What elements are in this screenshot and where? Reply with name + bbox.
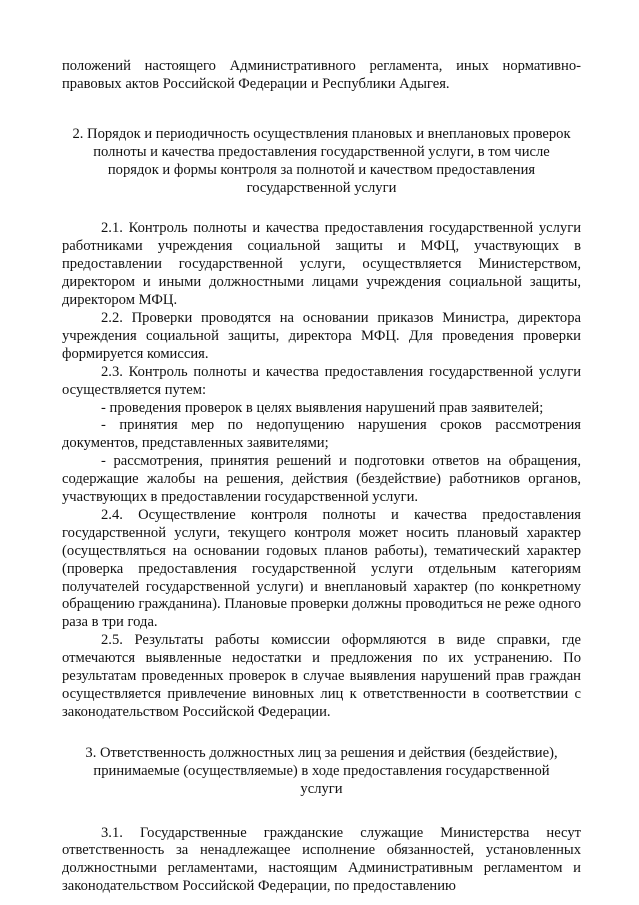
paragraph-2-2: 2.2. Проверки проводятся на основании приказов Министра, директора учреждения социальной защиты, директора МФЦ. Для проведения проверки формируется комиссия. — [62, 309, 581, 362]
paragraph-3-1: 3.1. Государственные гражданские служащие Министерства несут ответственность за ненадлежащее исполнение обязанностей, установленных должностными регламентами, настоящим Административным регламентом и законодательством Российской Федерации, по предоставлению — [62, 824, 581, 895]
paragraph-2-3: 2.3. Контроль полноты и качества предоставления государственной услуги осуществляется путем: — [62, 363, 581, 398]
list-item-checks: - проведения проверок в целях выявления нарушений прав заявителей; — [101, 399, 544, 416]
section-3-heading: 3. Ответственность должностных лиц за решения и действия (бездействие), принимаемые (осуществляемые) в ходе предоставления государственной услуги — [85, 744, 558, 797]
continuation-paragraph: положений настоящего Административного регламента, иных нормативно-правовых актов Российской Федерации и Республики Адыгея. — [62, 58, 581, 92]
document-page — [62, 58, 581, 896]
list-item-deadlines: - принятия мер по недопущению нарушения сроков рассмотрения документов, представленных заявителями; — [62, 417, 581, 452]
paragraph-2-4: 2.4. Осуществление контроля полноты и качества предоставления государственной услуги, текущего контроля может носить плановый характер (осуществляться на основании годовых планов работы), тематический характер (проверка предоставления государственной услуги отдельным категориям получателей государственной услуги) и внеплановый характер (по конкретному обращению гражданина). Плановые проверки должны проводиться не реже одного раза в три года. — [62, 506, 581, 631]
paragraph-2-1: 2.1. Контроль полноты и качества предоставления государственной услуги работниками учреждения социальной защиты и МФЦ, участвующих в предоставлении государственной услуги, осуществляется Министерством, директором и иными должностными лицами учреждения социальной защиты, директором МФЦ. — [62, 220, 581, 309]
list-item-complaints: - рассмотрения, принятия решений и подготовки ответов на обращения, содержащие жалобы на решения, действия (бездействие) работников органов, участвующих в предоставлении государственной услуги. — [62, 453, 581, 506]
section-2-heading: 2. Порядок и периодичность осуществления плановых и внеплановых проверок полноты и качества предоставления государственной услуги, в том числе порядок и формы контроля за полнотой и качеством предоставления государственной услуги — [72, 125, 571, 196]
paragraph-2-5: 2.5. Результаты работы комиссии оформляются в виде справки, где отмечаются выявленные недостатки и предложения по их устранению. По результатам проведенных проверок в случае выявления нарушений прав граждан осуществляется привлечение виновных лиц к ответственности в соответствии с законодательством Российской Федерации. — [62, 632, 581, 720]
